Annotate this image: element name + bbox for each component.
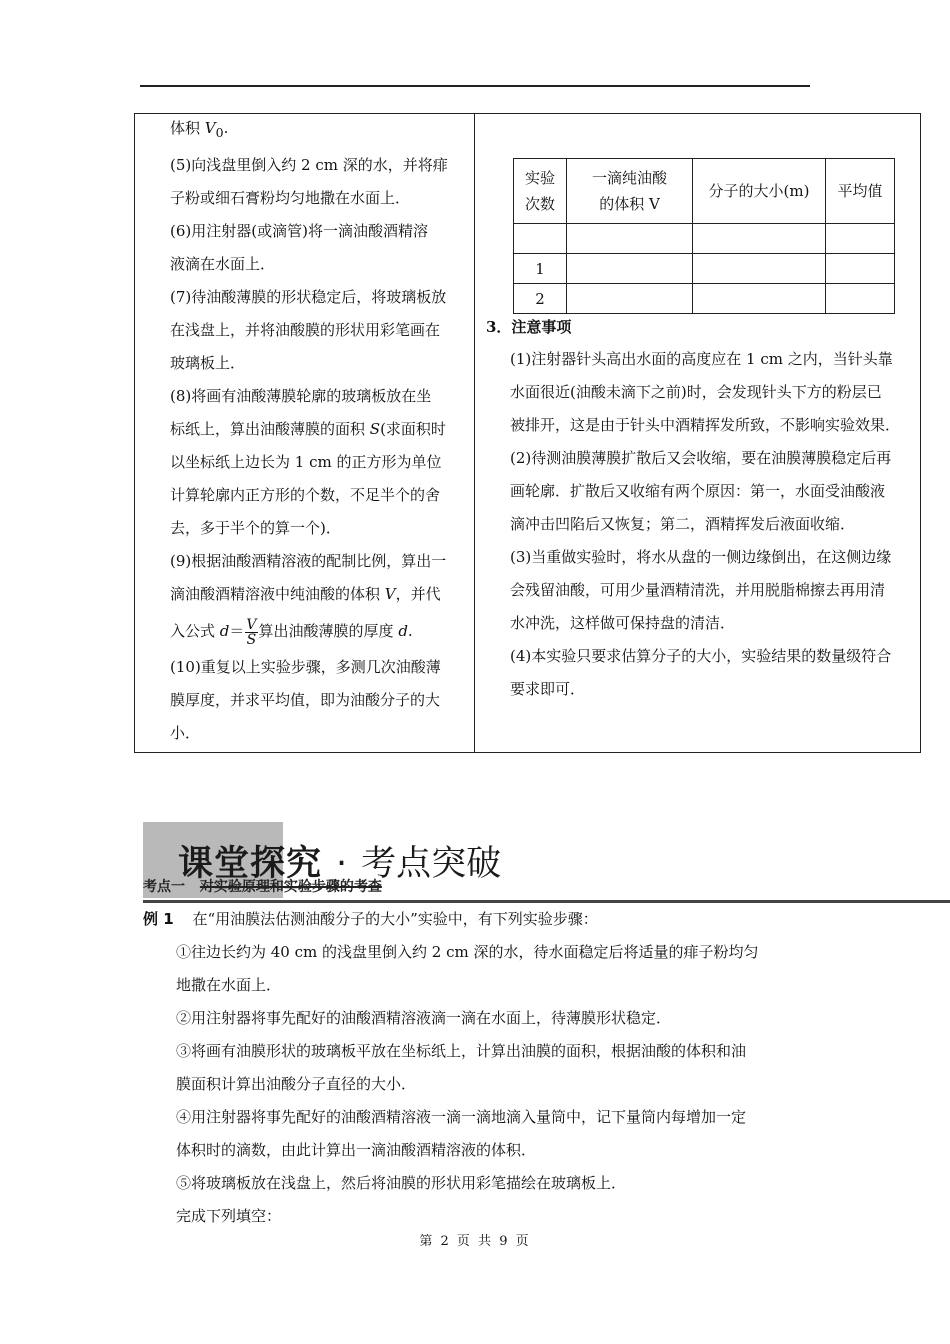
example-line: ⑤将玻璃板放在浅盘上，然后将油膜的形状用彩笔描绘在玻璃板上． <box>176 1174 627 1192</box>
header-cell: 分子的大小(m) <box>693 159 826 224</box>
example-steps <box>143 936 843 1233</box>
example-line: 完成下列填空： <box>176 1207 282 1225</box>
header-cell: 平均值 <box>826 159 895 224</box>
note-line: (3)当重做实验时，将水从盘的一侧边缘倒出，在这侧边缘 <box>510 548 892 566</box>
topic-heading <box>143 876 382 898</box>
header-rule <box>140 85 810 87</box>
step-line: 玻璃板上． <box>170 354 246 372</box>
banner-title-part1: 课堂探究 <box>178 844 323 884</box>
column-divider <box>474 113 475 753</box>
topic-label: 考点一 <box>143 879 185 895</box>
step-line: (10)重复以上实验步骤，多测几次油酸薄 <box>170 658 441 676</box>
note-line: (1)注射器针头高出水面的高度应在 1 cm 之内，当针头靠 <box>510 350 893 368</box>
step-line: 体积 $V_0$. <box>170 119 229 140</box>
note-line: 滴冲击凹陷后又恢复；第二，酒精挥发后液面收缩． <box>510 515 856 533</box>
table-row <box>514 224 895 254</box>
example-line: ②用注射器将事先配好的油酸酒精溶液滴一滴在水面上，待薄膜形状稳定． <box>176 1009 672 1027</box>
left-column-steps <box>170 112 466 750</box>
example-intro <box>143 903 843 936</box>
page-footer: 第 2 页 共 9 页 <box>419 1234 531 1249</box>
note-line: (4)本实验只要求估算分子的大小，实验结果的数量级符合 <box>510 647 892 665</box>
banner-dot: · <box>336 844 348 884</box>
notes-heading: 3．注意事项 <box>486 318 572 336</box>
example-line: ①往边长约为 40 cm 的浅盘里倒入约 2 cm 深的水，待水面稳定后将适量的痱子粉均匀 <box>176 943 759 961</box>
step-line: 子粉或细石膏粉均匀地撒在水面上． <box>170 189 411 207</box>
formula-line: 入公式 d＝ $\frac{V}{S}$ 算出油酸薄膜的厚度 d. <box>170 616 413 648</box>
banner-title-part2: 考点突破 <box>361 844 502 884</box>
step-line: 去，多于半个的算一个)． <box>170 519 341 537</box>
step-line: (5)向浅盘里倒入约 2 cm 深的水，并将痱 <box>170 156 448 174</box>
header-cell: 实验 次数 <box>514 159 567 224</box>
data-table <box>513 158 895 314</box>
step-line: 小． <box>170 724 201 742</box>
note-line: 画轮廓．扩散后又收缩有两个原因：第一，水面受油酸液 <box>510 482 886 500</box>
note-line: 水冲洗，这样做可保持盘的清洁． <box>510 614 736 632</box>
example-intro-text: 在“用油膜法估测油酸分子的大小”实验中，有下列实验步骤： <box>192 910 598 928</box>
example-line: 地撒在水面上． <box>176 976 282 994</box>
example-line: ④用注射器将事先配好的油酸酒精溶液一滴一滴地滴入量筒中，记下量筒内每增加一定 <box>176 1108 747 1126</box>
step-line: 液滴在水面上． <box>170 255 276 273</box>
step-line: 以坐标纸上边长为 1 cm 的正方形为单位 <box>170 453 442 471</box>
step-line: 计算轮廓内正方形的个数，不足半个的舍 <box>170 486 441 504</box>
note-line: 被排开，这是由于针头中酒精挥发所致，不影响实验效果． <box>510 416 901 434</box>
step-line: 在浅盘上，并将油酸膜的形状用彩笔画在 <box>170 321 441 339</box>
notes-body <box>510 343 920 706</box>
step-line: 滴油酸酒精溶液中纯油酸的体积 V，并代 <box>170 585 441 603</box>
table-header-row <box>514 159 895 224</box>
note-line: 会残留油酸，可用少量酒精清洗，并用脱脂棉擦去再用清 <box>510 581 886 599</box>
note-line: 要求即可． <box>510 680 586 698</box>
table-row: 2 <box>514 284 895 314</box>
note-line: (2)待测油膜薄膜扩散后又会收缩，要在油膜薄膜稳定后再 <box>510 449 892 467</box>
example-line: 体积时的滴数，由此计算出一滴油酸酒精溶液的体积． <box>176 1141 537 1159</box>
step-line: (6)用注射器(或滴管)将一滴油酸酒精溶 <box>170 222 428 240</box>
step-line: 膜厚度，并求平均值，即为油酸分子的大 <box>170 691 441 709</box>
header-cell: 一滴纯油酸 的体积 V <box>567 159 693 224</box>
step-line: (8)将画有油酸薄膜轮廓的玻璃板放在坐 <box>170 387 432 405</box>
table-row: 1 <box>514 254 895 284</box>
step-line: (9)根据油酸酒精溶液的配制比例，算出一 <box>170 552 447 570</box>
example-label: 例 1 <box>143 910 174 928</box>
example-line: 膜面积计算出油酸分子直径的大小． <box>176 1075 417 1093</box>
example-1 <box>143 903 843 1233</box>
note-line: 水面很近(油酸未滴下之前)时，会发现针头下方的粉层已 <box>510 383 882 401</box>
step-line: (7)待油酸薄膜的形状稳定后，将玻璃板放 <box>170 288 447 306</box>
example-line: ③将画有油膜形状的玻璃板平放在坐标纸上，计算出油膜的面积，根据油酸的体积和油 <box>176 1042 747 1060</box>
step-line: 标纸上，算出油酸薄膜的面积 S(求面积时 <box>170 420 446 438</box>
topic-title: 对实验原理和实验步骤的考查 <box>199 879 382 895</box>
